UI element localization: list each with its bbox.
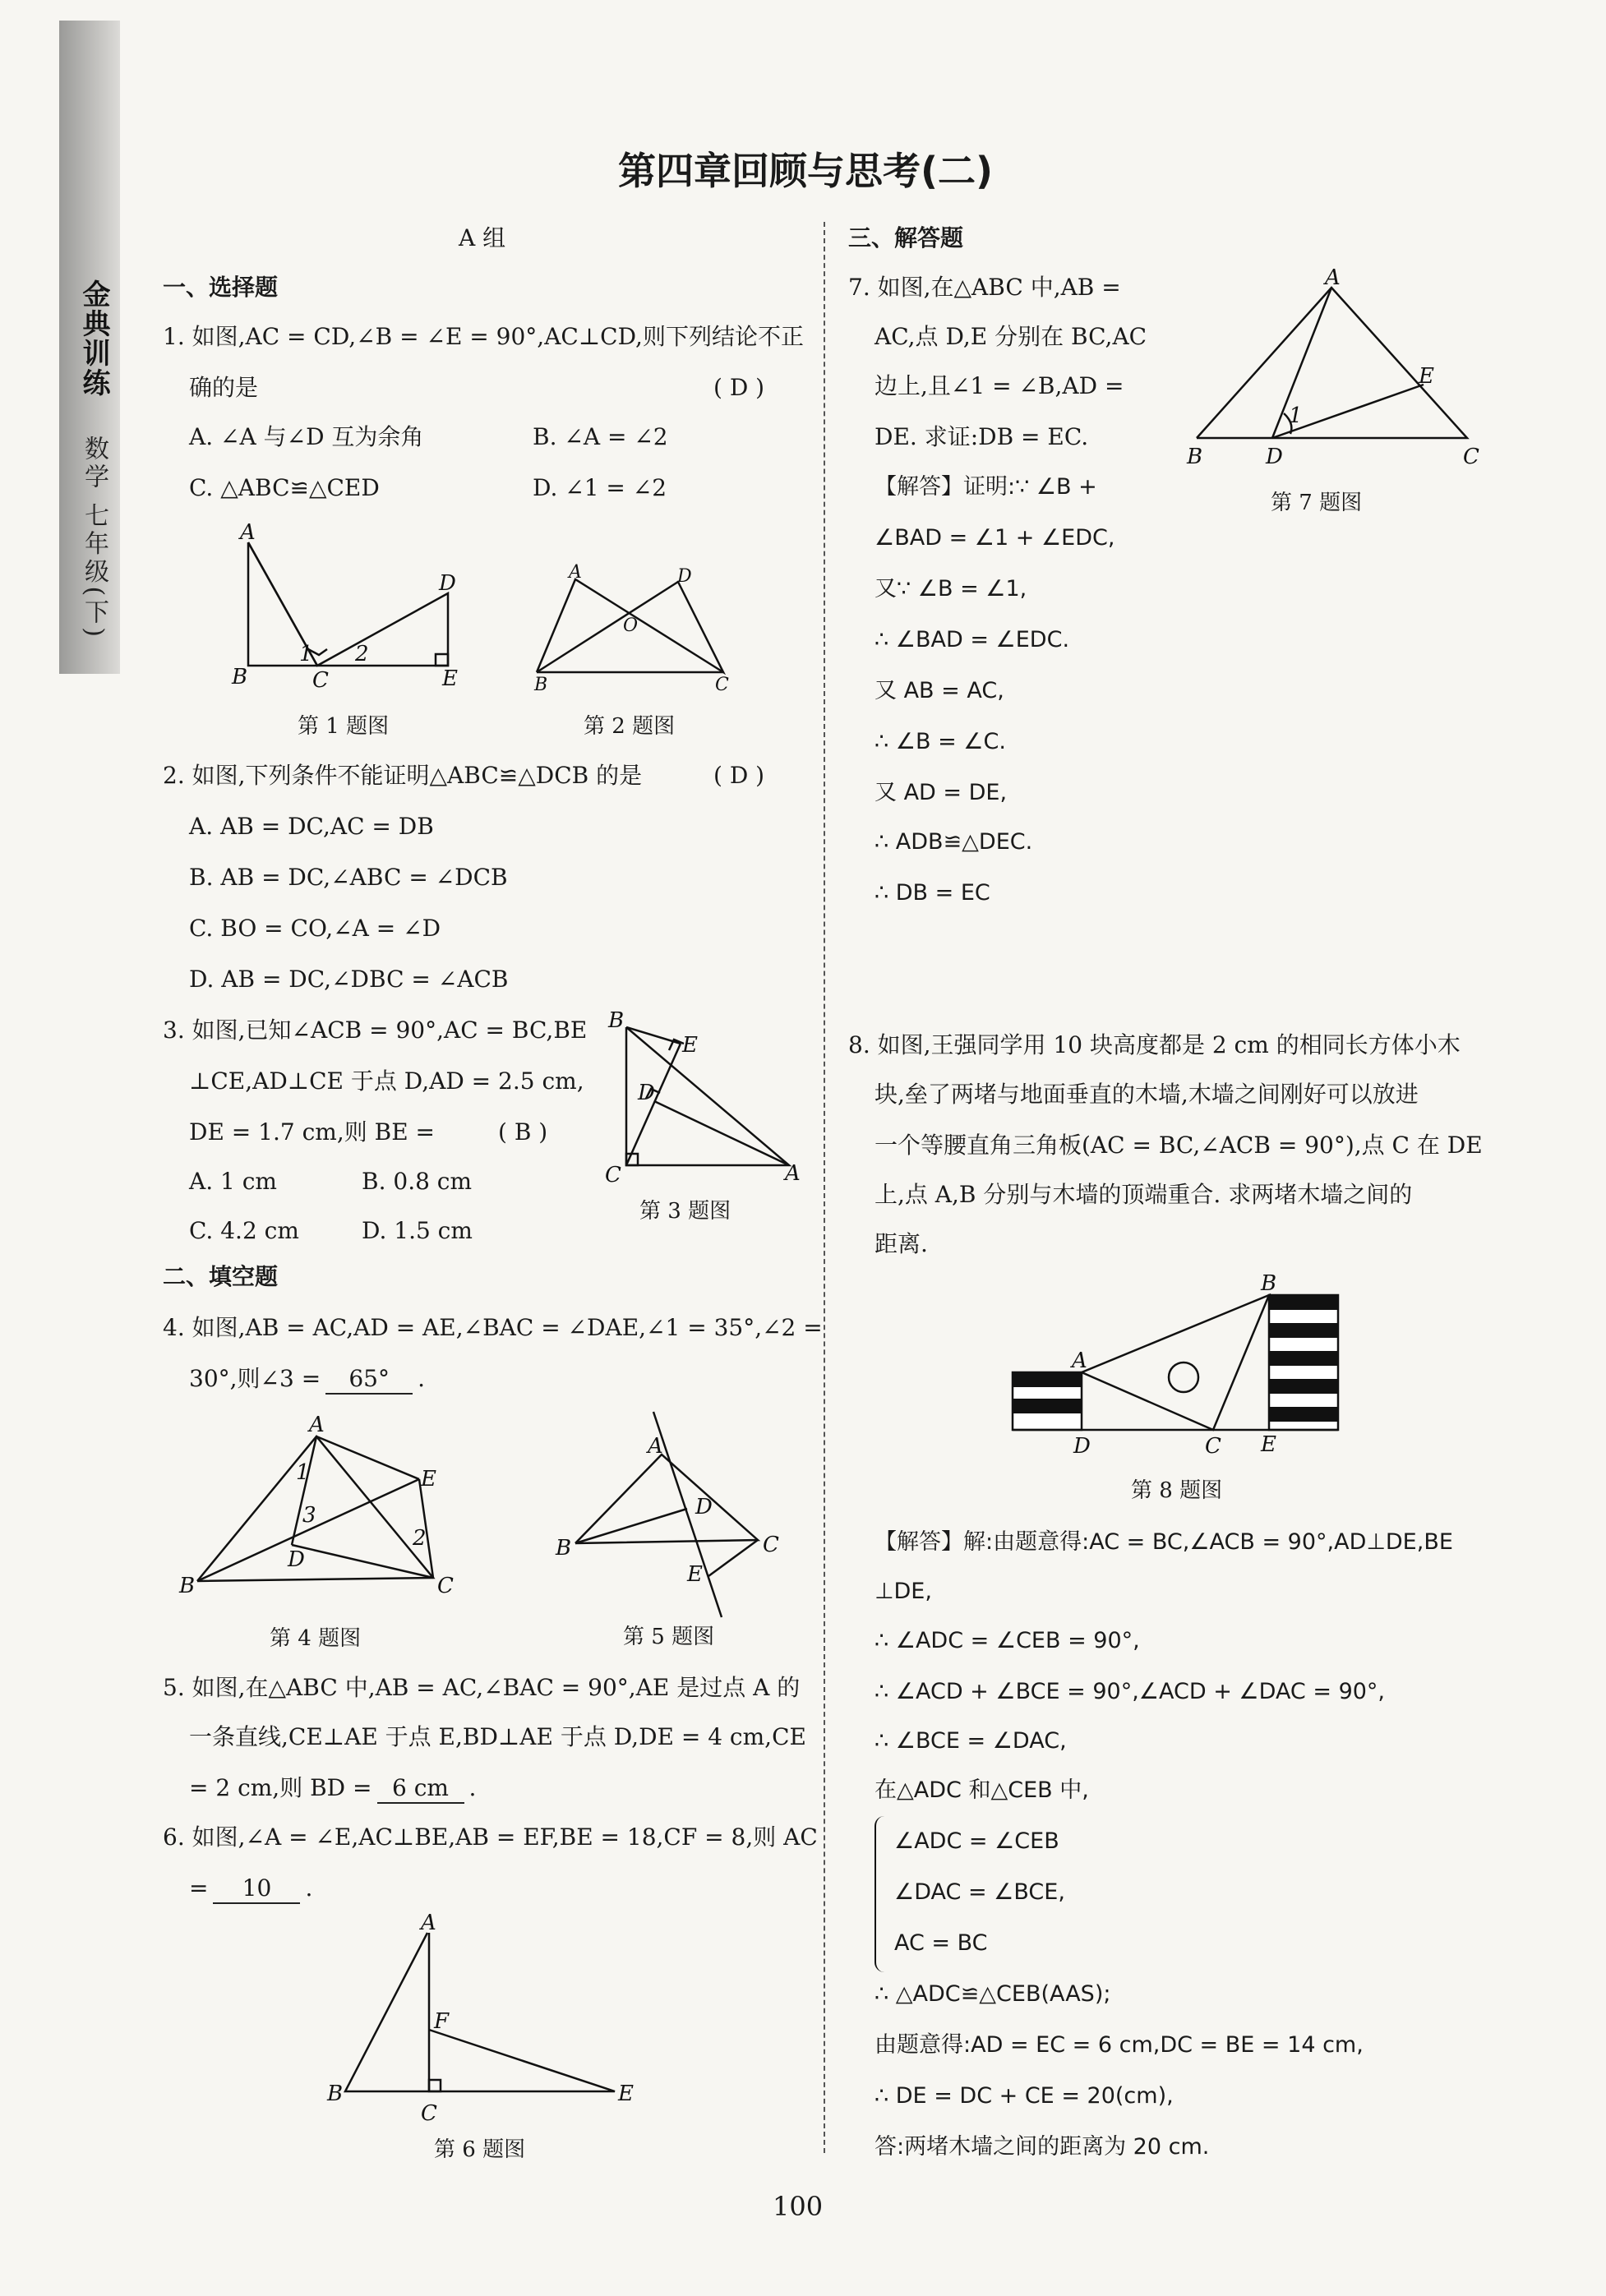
q8-line5: 距离. <box>875 1230 928 1257</box>
q3-option-c: C. 4.2 cm <box>189 1217 299 1244</box>
fig4-label-c: C <box>437 1574 454 1598</box>
fig5-caption: 第 5 题图 <box>623 1625 715 1649</box>
q8-sol-6: 在△ADC 和△CEB 中, <box>875 1777 1089 1803</box>
group-label: A 组 <box>459 224 506 251</box>
q6-line2-pre: = <box>189 1874 209 1902</box>
q7-sol-8: ∴ ADB≌△DEC. <box>875 829 1033 855</box>
fig1-label-b: B <box>232 665 248 689</box>
section-fill: 二、填空题 <box>163 1263 279 1290</box>
fig2-label-o: O <box>623 615 639 636</box>
q2-line1: 2. 如图,下列条件不能证明△ABC≌△DCB 的是 <box>163 762 643 789</box>
fig8-label-e: E <box>1261 1432 1276 1457</box>
q1-line1: 1. 如图,AC = CD,∠B = ∠E = 90°,AC⊥CD,则下列结论不正 <box>163 323 804 350</box>
q8-sol-9: ∴ DE = DC + CE = 20(cm), <box>875 2083 1174 2109</box>
fig3-label-e: E <box>682 1033 698 1058</box>
fig1-label-1: 1 <box>299 642 313 666</box>
fig3-label-b: B <box>608 1008 625 1033</box>
q8-sol-brace-2: ∠DAC = ∠BCE, <box>894 1879 1065 1905</box>
q8-sol-5: ∴ ∠BCE = ∠DAC, <box>875 1728 1067 1754</box>
fig7-label-a: A <box>1325 265 1341 290</box>
fig8-label-c: C <box>1205 1434 1221 1459</box>
q5-line2: 一条直线,CE⊥AE 于点 E,BD⊥AE 于点 D,DE = 4 cm,CE <box>189 1723 806 1750</box>
q5-line1: 5. 如图,在△ABC 中,AB = AC,∠BAC = 90°,AE 是过点 A 的 <box>163 1674 801 1701</box>
system-brace <box>875 1816 893 1972</box>
fig1-label-2: 2 <box>355 642 369 666</box>
q5-blank: 6 cm <box>377 1773 464 1804</box>
q8-line2: 块,垒了两堵与地面垂直的木墙,木墙之间刚好可以放进 <box>875 1081 1419 1108</box>
q3-answer: ( B ) <box>498 1118 548 1146</box>
fig1-label-a: A <box>240 520 256 545</box>
q8-sol-brace-1: ∠ADC = ∠CEB <box>894 1828 1059 1854</box>
q6-line2-post: . <box>305 1874 313 1902</box>
q3-line3: DE = 1.7 cm,则 BE = <box>189 1118 435 1146</box>
fig2-label-a: A <box>569 562 582 583</box>
fig6-caption: 第 6 题图 <box>434 2137 526 2162</box>
fig4-label-2: 2 <box>413 1526 427 1551</box>
section-choice: 一、选择题 <box>163 274 279 301</box>
fig8-label-b: B <box>1261 1271 1277 1296</box>
fig5-label-e: E <box>687 1562 703 1587</box>
fig1-label-c: C <box>312 668 329 693</box>
q3-option-b: B. 0.8 cm <box>362 1168 473 1195</box>
sidebar-subtitle: 数学 七年级(下) <box>80 436 108 640</box>
q8-line1: 8. 如图,王强同学用 10 块高度都是 2 cm 的相同长方体小木 <box>848 1031 1461 1058</box>
q7-line2: AC,点 D,E 分别在 BC,AC <box>875 323 1147 350</box>
q1-answer: ( D ) <box>713 374 765 401</box>
q7-sol-9: ∴ DB = EC <box>875 880 990 906</box>
fig7-label-d: D <box>1266 445 1283 469</box>
fig3-caption: 第 3 题图 <box>639 1199 731 1224</box>
q7-line4: DE. 求证:DB = EC. <box>875 423 1089 450</box>
fig8-label-d: D <box>1073 1434 1091 1459</box>
q4-line2-post: . <box>418 1365 426 1392</box>
q3-line2: ⊥CE,AD⊥CE 于点 D,AD = 2.5 cm, <box>189 1067 584 1095</box>
q8-line3: 一个等腰直角三角板(AC = BC,∠ACB = 90°),点 C 在 DE <box>875 1132 1483 1159</box>
q8-sol-8: 由题意得:AD = EC = 6 cm,DC = BE = 14 cm, <box>875 2032 1364 2058</box>
fig6-label-c: C <box>421 2101 437 2126</box>
fig1-label-e: E <box>442 666 458 691</box>
fig4-caption: 第 4 题图 <box>270 1626 362 1651</box>
fig2-label-d: D <box>677 566 692 587</box>
fig5-label-d: D <box>695 1495 713 1519</box>
fig7-caption: 第 7 题图 <box>1271 491 1363 515</box>
q8-sol-2: ⊥DE, <box>875 1579 932 1604</box>
fig5-label-b: B <box>556 1536 572 1561</box>
q3-line1: 3. 如图,已知∠ACB = 90°,AC = BC,BE <box>163 1017 588 1044</box>
page-number: 100 <box>773 2191 824 2222</box>
q8-sol-1: 【解答】解:由题意得:AC = BC,∠ACB = 90°,AD⊥DE,BE <box>875 1529 1453 1555</box>
q8-sol-10: 答:两堵木墙之间的距离为 20 cm. <box>875 2134 1210 2160</box>
q4-blank: 65° <box>325 1364 413 1395</box>
q8-sol-4: ∴ ∠ACD + ∠BCE = 90°,∠ACD + ∠DAC = 90°, <box>875 1679 1386 1704</box>
fig4-label-a: A <box>309 1413 325 1437</box>
fig8-label-a: A <box>1072 1349 1087 1373</box>
q1-line2: 确的是 <box>189 374 259 401</box>
q7-sol-5: 又 AB = AC, <box>875 678 1004 703</box>
fig7-label-b: B <box>1187 445 1203 469</box>
q7-sol-4: ∴ ∠BAD = ∠EDC. <box>875 627 1070 652</box>
section-solve: 三、解答题 <box>848 224 964 251</box>
q4-line1: 4. 如图,AB = AC,AD = AE,∠BAC = ∠DAE,∠1 = 35°,∠2 = <box>163 1314 823 1341</box>
fig5-label-a: A <box>648 1434 663 1459</box>
page-title: 第四章回顾与思考(二) <box>617 149 994 193</box>
fig6-label-a: A <box>421 1911 436 1935</box>
q7-sol-6: ∴ ∠B = ∠C. <box>875 729 1006 754</box>
fig8-caption: 第 8 题图 <box>1131 1478 1223 1503</box>
fig6-label-b: B <box>327 2082 344 2106</box>
q2-answer: ( D ) <box>713 762 765 789</box>
q2-option-a: A. AB = DC,AC = DB <box>189 813 434 840</box>
fig6-label-e: E <box>618 2082 634 2106</box>
fig2-label-c: C <box>715 675 729 695</box>
q1-option-b: B. ∠A = ∠2 <box>533 423 668 450</box>
q2-option-d: D. AB = DC,∠DBC = ∠ACB <box>189 966 509 993</box>
q3-option-d: D. 1.5 cm <box>362 1217 473 1244</box>
fig6-label-f: F <box>434 2009 450 2034</box>
q5-line3-pre: = 2 cm,则 BD = <box>189 1774 372 1801</box>
q8-line4: 上,点 A,B 分别与木墙的顶端重合. 求两堵木墙之间的 <box>875 1181 1413 1208</box>
q7-sol-2: ∠BAD = ∠1 + ∠EDC, <box>875 525 1115 551</box>
fig2-label-b: B <box>534 675 548 695</box>
q1-option-d: D. ∠1 = ∠2 <box>533 474 667 501</box>
fig7-label-e: E <box>1419 364 1434 389</box>
fig4-label-b: B <box>179 1574 196 1598</box>
fig4-label-3: 3 <box>302 1503 316 1528</box>
fig5-label-c: C <box>763 1533 779 1557</box>
fig1-label-d: D <box>439 571 456 596</box>
q8-sol-7: ∴ △ADC≌△CEB(AAS); <box>875 1981 1111 2007</box>
q7-sol-1: 【解答】证明:∵ ∠B + <box>875 474 1097 500</box>
q2-option-c: C. BO = CO,∠A = ∠D <box>189 915 441 942</box>
fig3-label-d: D <box>638 1081 655 1105</box>
sidebar-brand: 金典训练 <box>77 279 110 398</box>
fig1-caption: 第 1 题图 <box>298 714 390 739</box>
fig3-label-c: C <box>605 1163 621 1187</box>
fig4-label-1: 1 <box>296 1460 310 1485</box>
q6-blank: 10 <box>213 1874 300 1904</box>
fig3-label-a: A <box>785 1161 801 1186</box>
fig4-label-d: D <box>288 1547 305 1572</box>
fig7-label-c: C <box>1463 445 1479 469</box>
fig7-label-1: 1 <box>1289 403 1303 428</box>
q7-line1: 7. 如图,在△ABC 中,AB = <box>848 274 1121 301</box>
q8-sol-3: ∴ ∠ADC = ∠CEB = 90°, <box>875 1628 1140 1653</box>
q4-line2-pre: 30°,则∠3 = <box>189 1365 321 1392</box>
q3-option-a: A. 1 cm <box>189 1168 277 1195</box>
fig2-caption: 第 2 题图 <box>584 714 676 739</box>
q1-option-c: C. △ABC≌△CED <box>189 474 380 501</box>
fig4-label-e: E <box>421 1467 436 1491</box>
q1-option-a: A. ∠A 与∠D 互为余角 <box>189 423 424 450</box>
q8-sol-brace-3: AC = BC <box>894 1930 988 1956</box>
q7-sol-7: 又 AD = DE, <box>875 780 1008 805</box>
q5-line3-post: . <box>468 1774 477 1801</box>
q2-option-b: B. AB = DC,∠ABC = ∠DCB <box>189 864 508 891</box>
q7-sol-3: 又∵ ∠B = ∠1, <box>875 576 1027 602</box>
q7-line3: 边上,且∠1 = ∠B,AD = <box>875 372 1124 399</box>
q6-line1: 6. 如图,∠A = ∠E,AC⊥BE,AB = EF,BE = 18,CF = 8,则 AC <box>163 1823 818 1851</box>
